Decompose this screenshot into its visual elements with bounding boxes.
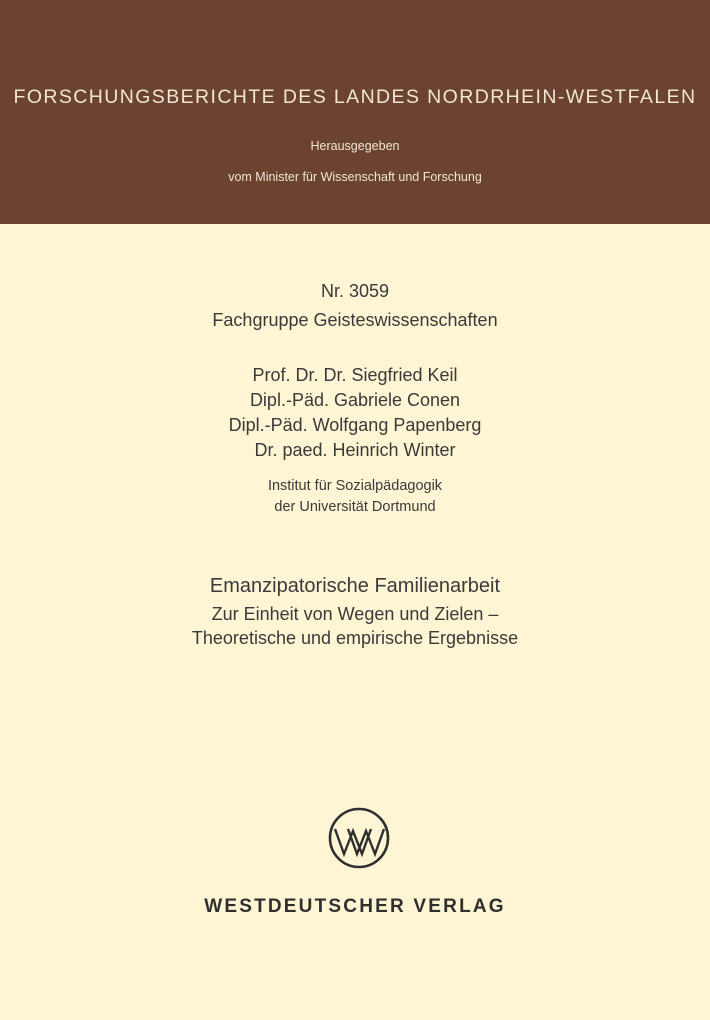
institute-line-1: Institut für Sozialpädagogik	[267, 478, 443, 494]
volume-number: Nr. 3059	[320, 281, 390, 301]
book-subtitle-line-2: Theoretische und empirische Ergebnisse	[191, 628, 519, 648]
series-title: FORSCHUNGSBERICHTE DES LANDES NORDRHEIN-WESTFALEN	[13, 86, 697, 108]
ww-publisher-logo-icon	[328, 807, 390, 869]
publisher-name: WESTDEUTSCHER VERLAG	[204, 896, 506, 917]
author-4: Dr. paed. Heinrich Winter	[254, 440, 456, 460]
series-header	[0, 0, 710, 224]
edited-by-label: Herausgegeben	[310, 139, 400, 153]
subject-group: Fachgruppe Geisteswissenschaften	[212, 310, 498, 330]
author-3: Dipl.-Päd. Wolfgang Papenberg	[228, 415, 482, 435]
author-2: Dipl.-Päd. Gabriele Conen	[249, 390, 461, 410]
book-title: Emanzipatorische Familienarbeit	[209, 575, 501, 597]
ministry-label: vom Minister für Wissenschaft und Forschung	[228, 170, 482, 184]
book-subtitle-line-1: Zur Einheit von Wegen und Zielen –	[211, 604, 499, 624]
author-1: Prof. Dr. Dr. Siegfried Keil	[252, 365, 458, 385]
institute-line-2: der Universität Dortmund	[274, 499, 436, 515]
